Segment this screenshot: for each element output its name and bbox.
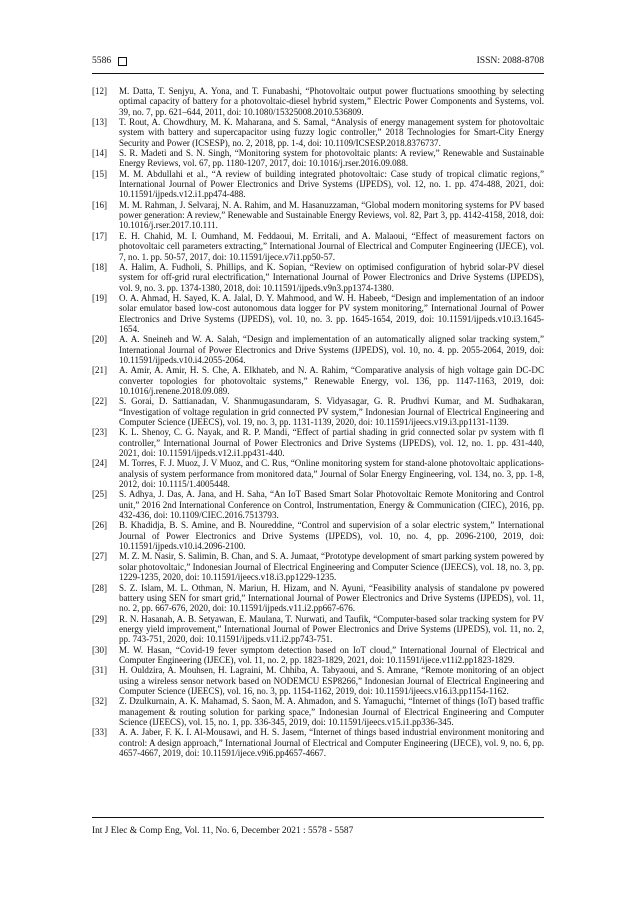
reference-text: S. Gorai, D. Sattianadan, V. Shanmugasundaram, S. Vidyasagar, G. R. Prudhvi Kumar, and M. Sudhakaran, “Investigation of voltage regulation in grid connected PV system,” Indonesian Journal of Electrical Engineering and Computer Science (IJEECS), vol. 19, no. 3, pp. 1131-1139, 2020, doi: 10.11591/ijeecs.v19.i3.pp1131-1139. (119, 396, 544, 427)
reference-text: R. N. Hasanah, A. B. Setyawan, E. Maulana, T. Nurwati, and Taufik, “Computer-based solar tracking system for PV energy yield improvement,” International Journal of Power Electronics and Drive Systems (IJPEDS), vol. 11, no. 2, pp. 743-751, 2020, doi: 10.11591/ijpeds.v11.i2.pp743-751. (119, 613, 544, 645)
reference-number: [20] (92, 334, 108, 345)
reference-number: [30] (92, 644, 108, 655)
reference-item (92, 262, 544, 293)
reference-text: T. Rout, A. Chowdhury, M. K. Maharana, and S. Samal, “Analysis of energy management system for photovoltaic system with battery and supercapacitor using fuzzy logic controller,” 2018 Technologies for Smart-City Energy Security and Power (ICSESP), no. 2, 2018, pp. 1-4, doi: 10.1109/ICSESP.2018.8376737. (119, 117, 544, 148)
reference-item (92, 396, 544, 427)
reference-text: M. Z. M. Nasir, S. Salimin, B. Chan, and S. A. Jumaat, “Prototype development of smart parking system powered by solar photovoltaic,” Indonesian Journal of Electrical Engineering and Computer Science (IJEECS), vol. 18, no. 3, pp. 1229-1235, 2020, doi: 10.11591/ijeecs.v18.i3.pp1229-1235. (119, 551, 544, 583)
reference-number: [18] (92, 261, 108, 272)
footer-divider (92, 817, 544, 818)
reference-number: [32] (92, 696, 108, 707)
reference-item (92, 293, 544, 334)
reference-item (92, 696, 544, 727)
reference-item (92, 231, 544, 262)
checkbox-square-icon (118, 57, 127, 66)
reference-item (92, 427, 544, 458)
reference-number: [24] (92, 458, 108, 469)
reference-item (92, 520, 544, 551)
reference-text: S. Z. Islam, M. L. Othman, N. Mariun, H. Hizam, and N. Ayuni, “Feasibility analysis of standalone pv powered battery using SEN for smart grid,” International Journal of Power Electronics and Drive Systems (IJPEDS), vol. 11, no. 2, pp. 667-676, 2020, doi: 10.11591/ijpeds.v11.i2.pp667-676. (119, 582, 544, 614)
reference-item (92, 169, 544, 200)
header-divider (92, 73, 544, 74)
reference-item (92, 200, 544, 231)
reference-list (92, 86, 544, 758)
reference-item (92, 551, 544, 582)
reference-number: [25] (92, 489, 108, 500)
reference-text: A. Amir, A. Amir, H. S. Che, A. Elkhateb, and N. A. Rahim, “Comparative analysis of high voltage gain DC-DC converter topologies for photovoltaic systems,” Renewable Energy, vol. 136, pp. 1147-1163, 2019, doi: 10.1016/j.renene.2018.09.089. (119, 365, 544, 396)
reference-number: [23] (92, 427, 108, 438)
reference-item (92, 86, 544, 117)
page-footer: Int J Elec & Comp Eng, Vol. 11, No. 6, December 2021 : 5578 - 5587 (92, 826, 354, 836)
reference-number: [12] (92, 86, 108, 96)
reference-text: S. Adhya, J. Das, A. Jana, and H. Saha, “An IoT Based Smart Solar Photovoltaic Remote Monitoring and Control unit,” 2016 2nd International Conference on Control, Instrumentation, Energy & Communication (CIEC), 2016, pp. 432-436, doi: 10.1109/CIEC.2016.7513793. (119, 489, 544, 521)
reference-text: Z. Dzulkurnain, A. K. Mahamad, S. Saon, M. A. Ahmadon, and S. Yamaguchi, “Internet of things (IoT) based traffic management & routing solution for parking space,” Indonesian Journal of Electrical Engineering and Computer Science (IJEECS), vol. 15, no. 1, pp. 336-345, 2019, doi: 10.11591/ijeecs.v15.i1.pp336-345. (119, 696, 544, 727)
reference-text: H. Ouldzira, A. Mouhsen, H. Lagraini, M. Chhiba, A. Tabyaoui, and S. Amrane, “Remote monitoring of an object using a wireless sensor network based on NODEMCU ESP8266,” Indonesian Journal of Electrical Engineering and Computer Science (IJEECS), vol. 16, no. 3, pp. 1154-1162, 2019, doi: 10.11591/ijeecs.v16.i3.pp1154-1162. (119, 665, 544, 696)
reference-text: A. Halim, A. Fudholi, S. Phillips, and K. Sopian, “Review on optimised configuration of hybrid solar-PV diesel system for off-grid rural electrification,” International Journal of Power Electronics and Drive Systems (IJPEDS), vol. 9, no. 3. pp. 1374-1380, 2018, doi: 10.11591/ijpeds.v9n3.pp1374-1380. (119, 261, 544, 293)
reference-number: [19] (92, 292, 108, 303)
reference-text: S. R. Madeti and S. N. Singh, “Monitoring system for photovoltaic plants: A review,” Renewable and Sustainable Energy Reviews, vol. 67, pp. 1180-1207, 2017, doi: 10.1016/j.rser.2016.09.088. (119, 148, 544, 169)
reference-number: [14] (92, 148, 108, 159)
reference-text: K. L. Shenoy, C. G. Nayak, and R. P. Mandi, “Effect of partial shading in grid connected solar pv system with fl controller,” International Journal of Power Electronics and Drive Systems (IJPEDS), vol. 12, no. 1. pp. 431-440, 2021, doi: 10.11591/ijpeds.v12.i1.pp431-440. (119, 427, 544, 459)
issn-label: ISSN: 2088-8708 (476, 55, 544, 66)
reference-text: M. Torres, F. J. Muoz, J. V Muoz, and C. Rus, “Online monitoring system for stand-alone photovoltaic applications-analysis of system performance from monitored data,” Journal of Solar Energy Engineering, vol. 134, no. 3, pp. 1-8, 2012, doi: 10.1115/1.4005448. (119, 458, 544, 490)
reference-number: [26] (92, 520, 108, 531)
reference-text: M. M. Abdullahi et al., “A review of building integrated photovoltaic: Case study of tropical climatic regions,” International Journal of Power Electronics and Drive Systems (IJPEDS), vol. 12, no. 1. pp. 474-488, 2021, doi: 10.11591/ijpeds.v12.i1.pp474-488. (119, 168, 544, 200)
reference-number: [17] (92, 230, 108, 241)
reference-number: [33] (92, 727, 108, 738)
reference-item (92, 148, 544, 169)
reference-item (92, 665, 544, 696)
reference-item (92, 614, 544, 645)
reference-number: [16] (92, 199, 108, 210)
reference-text: B. Khadidja, B. S. Amine, and B. Noureddine, “Control and supervision of a solar electric system,” International Journal of Power Electronics and Drive Systems (IJPEDS), vol. 10, no. 4, pp. 2096-2100, 2019, doi: 10.11591/ijpeds.v10.i4.2096-2100. (119, 520, 544, 552)
reference-text: O. A. Ahmad, H. Sayed, K. A. Jalal, D. Y. Mahmood, and W. H. Habeeb, “Design and implementation of an indoor solar emulator based low-cost autonomous data logger for PV system monitoring,” International Journal of Power Electronics and Drive Systems (IJPEDS), vol. 10, no. 3. pp. 1645-1654, 2019, doi: 10.11591/ijpeds.v10.i3.1645-1654. (119, 292, 544, 334)
page-header (92, 55, 544, 71)
reference-number: [31] (92, 665, 108, 676)
reference-item (92, 583, 544, 614)
reference-item (92, 727, 544, 758)
reference-number: [15] (92, 168, 108, 179)
reference-number: [27] (92, 551, 108, 562)
reference-item (92, 645, 544, 666)
reference-item (92, 365, 544, 396)
reference-number: [21] (92, 365, 108, 376)
reference-text: E. H. Chahid, M. I. Oumhand, M. Feddaoui, M. Erritali, and A. Malaoui, “Effect of measurement factors on photovoltaic cell parameters extracting,” International Journal of Electrical and Computer Engineering (IJECE), vol. 7, no. 1. pp. 50-57, 2017, doi: 10.11591/ijece.v7i1.pp50-57. (119, 230, 544, 262)
reference-number: [22] (92, 396, 108, 407)
reference-text: A. A. Jaber, F. K. I. Al-Mousawi, and H. S. Jasem, “Internet of things based industrial environment monitoring and control: A design approach,” International Journal of Electrical and Computer Engineering (IJECE), vol. 9, no. 6, pp. 4657-4667, 2019, doi: 10.11591/ijece.v9i6.pp4657-4667. (119, 727, 544, 758)
reference-item (92, 117, 544, 148)
reference-item (92, 458, 544, 489)
reference-text: M. M. Rahman, J. Selvaraj, N. A. Rahim, and M. Hasanuzzaman, “Global modern monitoring systems for PV based power generation: A review,” Renewable and Sustainable Energy Reviews, vol. 82, Part 3, pp. 4142-4158, 2018, doi: 10.1016/j.rser.2017.10.111. (119, 199, 544, 231)
reference-number: [29] (92, 613, 108, 624)
reference-number: [13] (92, 117, 108, 128)
page-number: 5586 (92, 55, 112, 66)
reference-text: M. W. Hasan, “Covid-19 fever symptom detection based on IoT cloud,” International Journal of Electrical and Computer Engineering (IJECE), vol. 11, no. 2, pp. 1823-1829, 2021, doi: 10.11591/ijece.v11i2.pp1823-1829. (119, 644, 544, 665)
reference-text: M. Datta, T. Senjyu, A. Yona, and T. Funabashi, “Photovoltaic output power fluctuations smoothing by selecting optimal capacity of battery for a photovoltaic-diesel hybrid system,” Electric Power Components and Systems, vol. 39, no. 7, pp. 621–644, 2011, doi: 10.1080/15325008.2010.536809. (119, 86, 544, 117)
reference-number: [28] (92, 582, 108, 593)
reference-item (92, 334, 544, 365)
reference-text: A. A. Sneineh and W. A. Salah, “Design and implementation of an automatically aligned solar tracking system,” International Journal of Power Electronics and Drive Systems (IJPEDS), vol. 10, no. 4. pp. 2055-2064, 2019, doi: 10.11591/ijpeds.v10.i4.2055-2064. (119, 334, 544, 365)
reference-item (92, 489, 544, 520)
